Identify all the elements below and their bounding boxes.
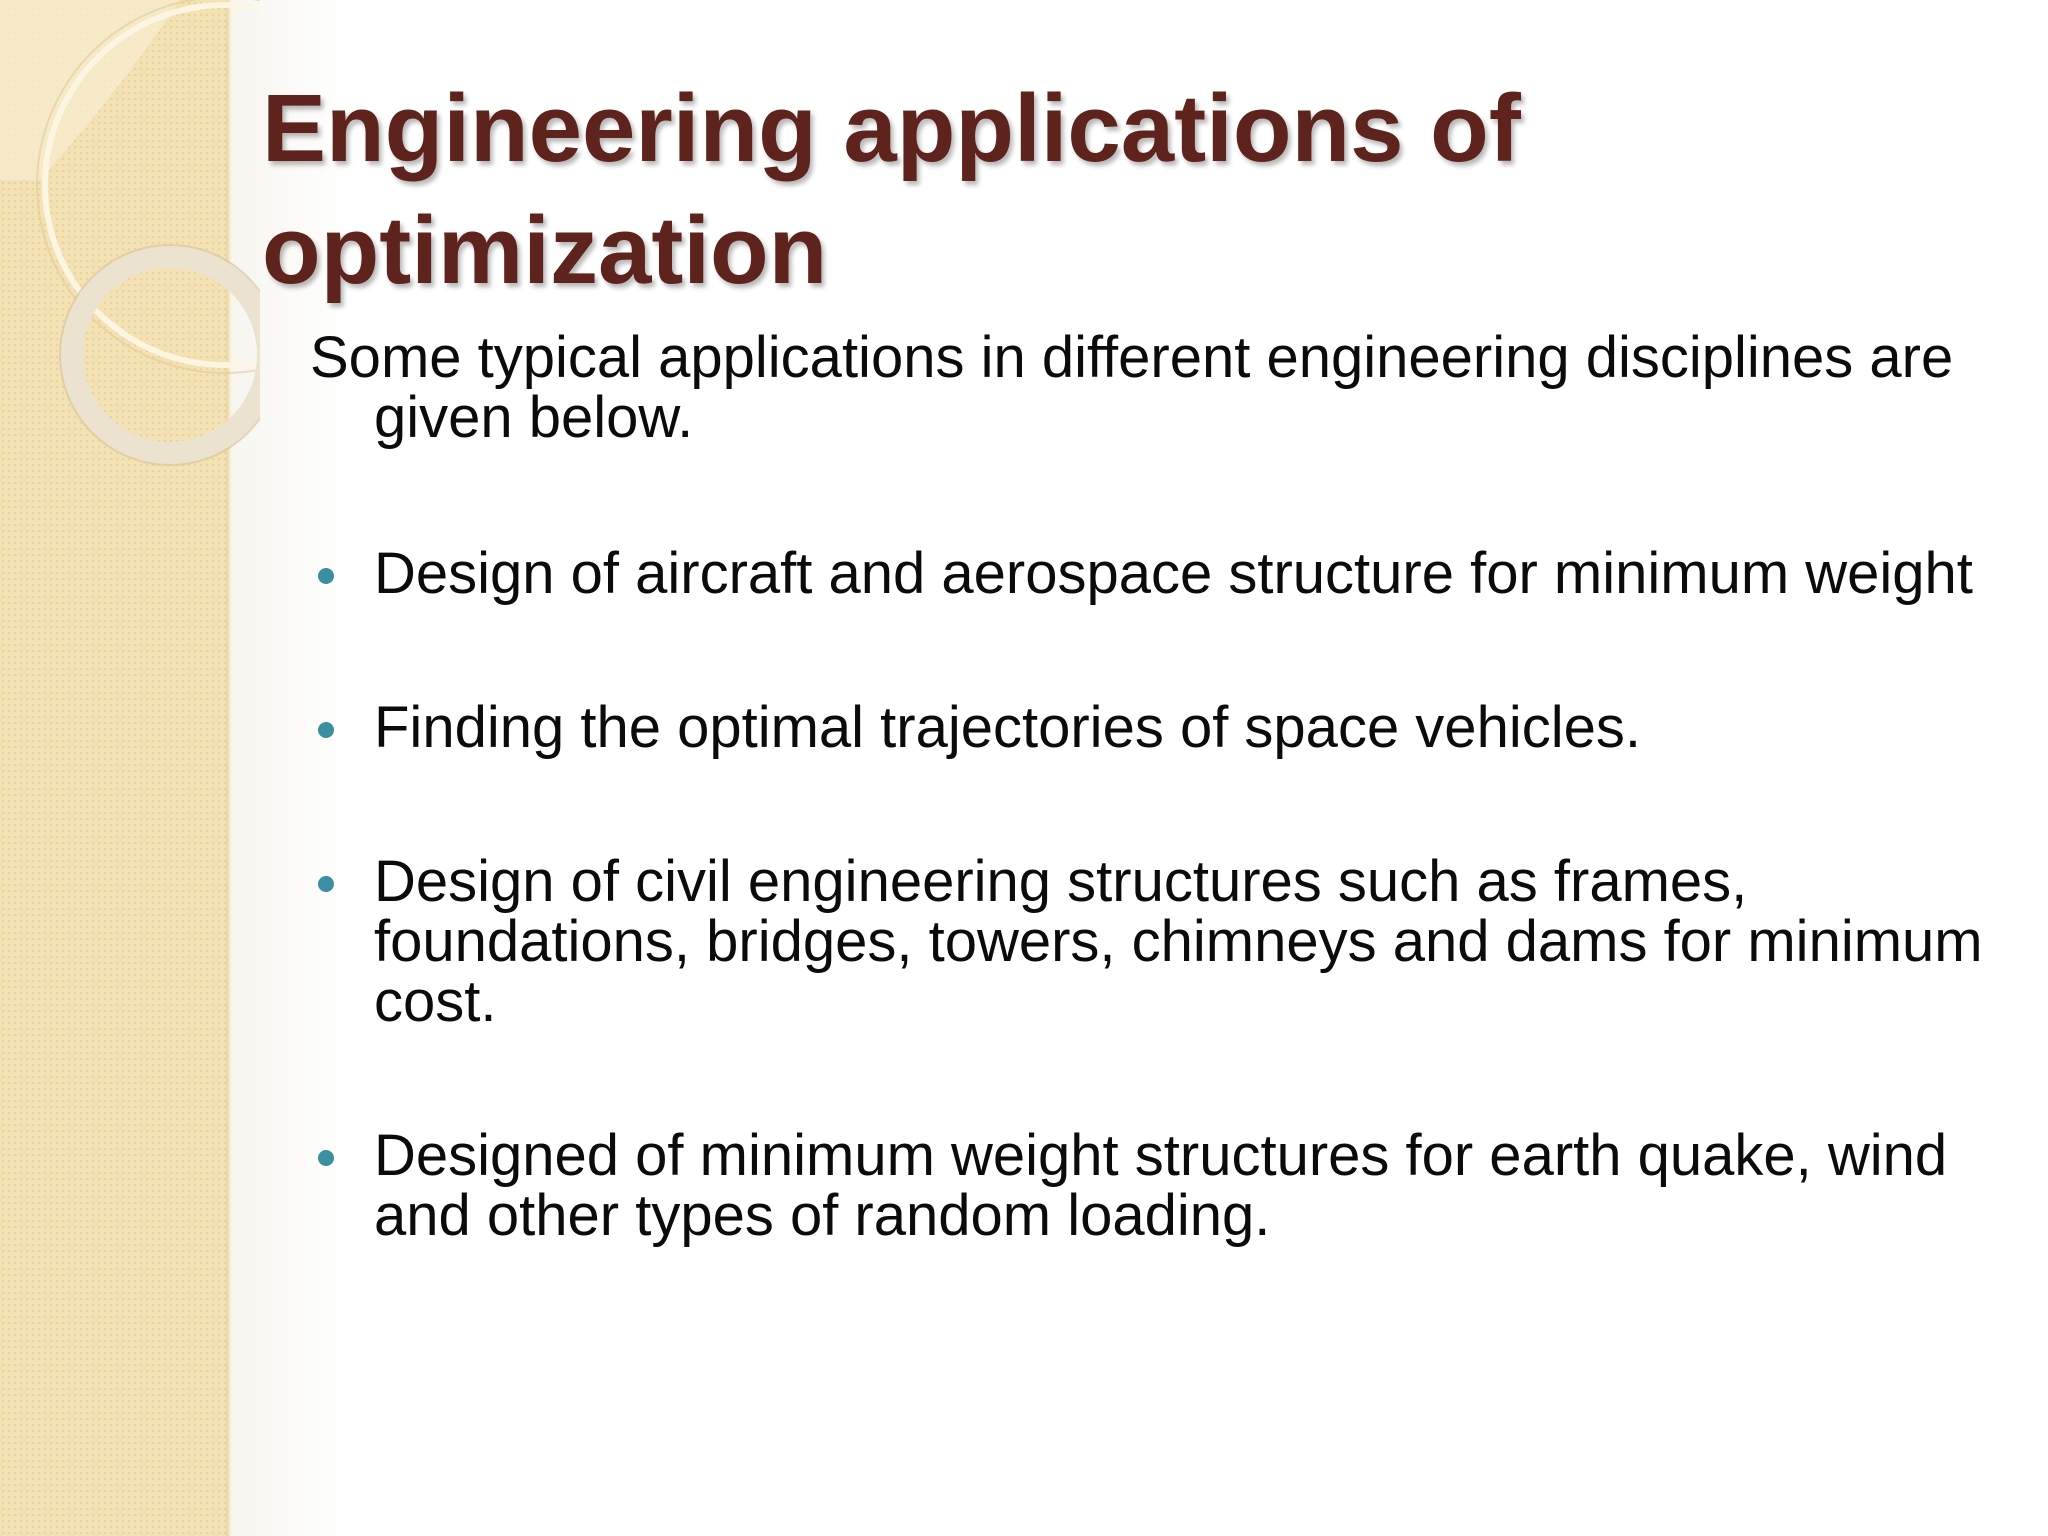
bullet-dot-icon [318,876,334,892]
bullet-text: Designed of minimum weight structures for earth quake, wind and other types of random loading. [374,1123,1948,1248]
bullet-dot-icon [318,722,334,738]
slide-body [310,325,2010,1248]
bullet-text: Design of civil engineering structures such as frames, foundations, bridges, towers, chimneys and dams for minimum cost. [374,849,1983,1034]
bullet-list [310,541,2010,1248]
bullet-dot-icon [318,1150,334,1166]
decorative-rings-graphic [0,0,260,520]
bullet-text: Finding the optimal trajectories of space vehicles. [374,695,1641,760]
bullet-item [310,1123,2010,1248]
bullet-text: Design of aircraft and aerospace structure for minimum weight [374,541,1973,606]
bullet-item [310,541,2010,606]
slide-title: Engineering applications of optimization [262,75,1521,304]
bullet-item [310,849,2010,1034]
bullet-item [310,695,2010,760]
bullet-dot-icon [318,568,334,584]
intro-paragraph: Some typical applications in different engineering disciplines are given below. [310,325,1954,450]
